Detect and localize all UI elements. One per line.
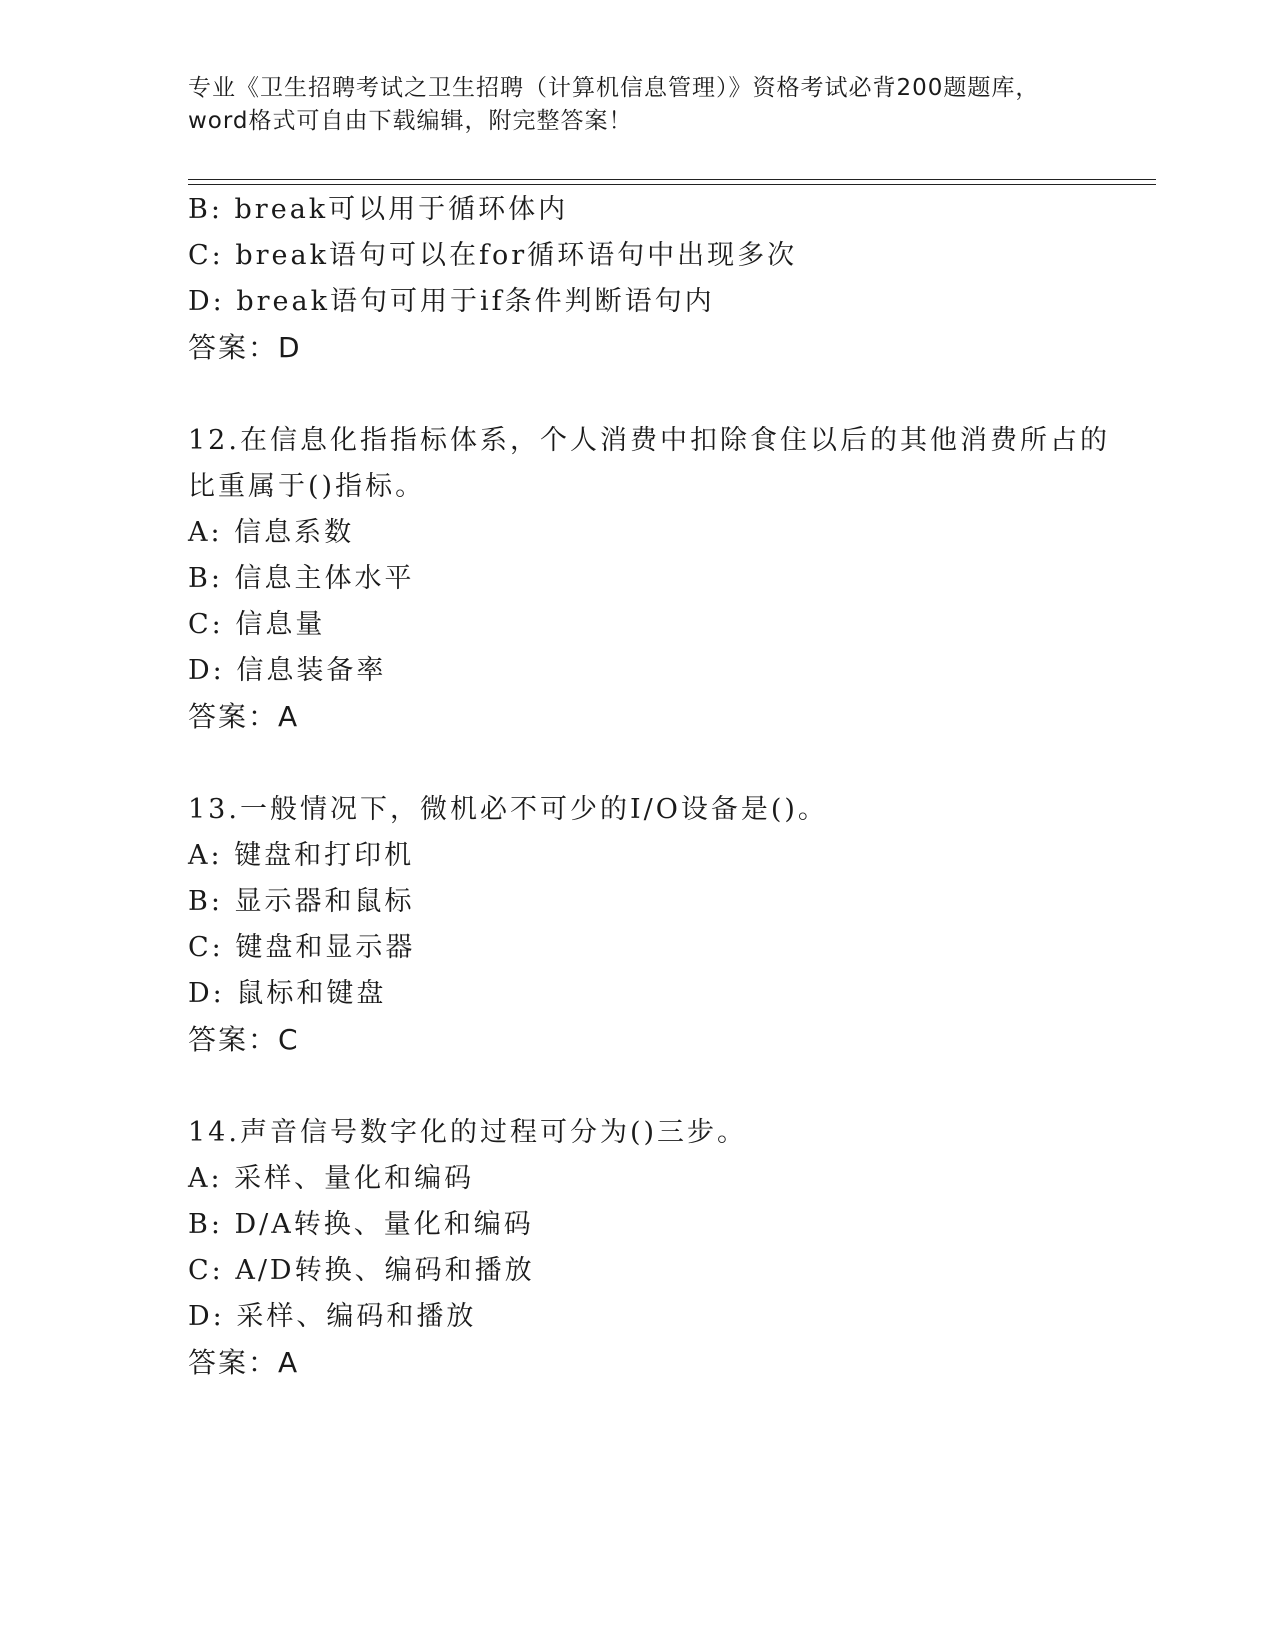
option-c: C: 信息量 bbox=[188, 609, 326, 640]
spacer bbox=[188, 1063, 1128, 1110]
option-d: D: 信息装备率 bbox=[188, 655, 387, 686]
option-a: A: 键盘和打印机 bbox=[188, 840, 415, 871]
option-d: D: 采样、编码和播放 bbox=[188, 1301, 477, 1332]
option-a: A: 采样、量化和编码 bbox=[188, 1163, 475, 1194]
option-c: C: break语句可以在for循环语句中出现多次 bbox=[188, 240, 798, 271]
document-header bbox=[188, 72, 1088, 138]
header-title-line-2: word格式可自由下载编辑，附完整答案！ bbox=[188, 108, 633, 134]
option-d: D: break语句可用于if条件判断语句内 bbox=[188, 286, 715, 317]
answer-text: 答案：C bbox=[188, 1023, 300, 1056]
question-13 bbox=[188, 787, 1128, 1063]
option-b: B: D/A转换、量化和编码 bbox=[188, 1209, 534, 1240]
question-text-line-1: 12.在信息化指指标体系，个人消费中扣除食住以后的其他消费所占的 bbox=[188, 425, 1110, 456]
header-divider-bottom bbox=[188, 184, 1156, 185]
option-d: D: 鼠标和键盘 bbox=[188, 978, 387, 1009]
question-text-line-2: 比重属于()指标。 bbox=[188, 471, 426, 502]
question-text: 14.声音信号数字化的过程可分为()三步。 bbox=[188, 1117, 748, 1148]
question-list bbox=[188, 187, 1128, 1386]
header-title-line-1: 专业《卫生招聘考试之卫生招聘（计算机信息管理）》资格考试必背200题题库， bbox=[188, 75, 1040, 101]
spacer bbox=[188, 371, 1128, 418]
option-a: A: 信息系数 bbox=[188, 517, 355, 548]
question-11-continued bbox=[188, 187, 1128, 371]
question-12 bbox=[188, 418, 1128, 740]
answer-text: 答案：D bbox=[188, 331, 302, 364]
question-14 bbox=[188, 1110, 1128, 1386]
answer-text: 答案：A bbox=[188, 1346, 300, 1379]
option-b: B: 信息主体水平 bbox=[188, 563, 415, 594]
question-text: 13.一般情况下，微机必不可少的I/O设备是()。 bbox=[188, 794, 828, 825]
option-b: B: break可以用于循环体内 bbox=[188, 194, 569, 225]
spacer bbox=[188, 740, 1128, 787]
option-b: B: 显示器和鼠标 bbox=[188, 886, 415, 917]
option-c: C: A/D转换、编码和播放 bbox=[188, 1255, 535, 1286]
header-divider-top bbox=[188, 179, 1156, 180]
answer-text: 答案：A bbox=[188, 700, 300, 733]
option-c: C: 键盘和显示器 bbox=[188, 932, 416, 963]
